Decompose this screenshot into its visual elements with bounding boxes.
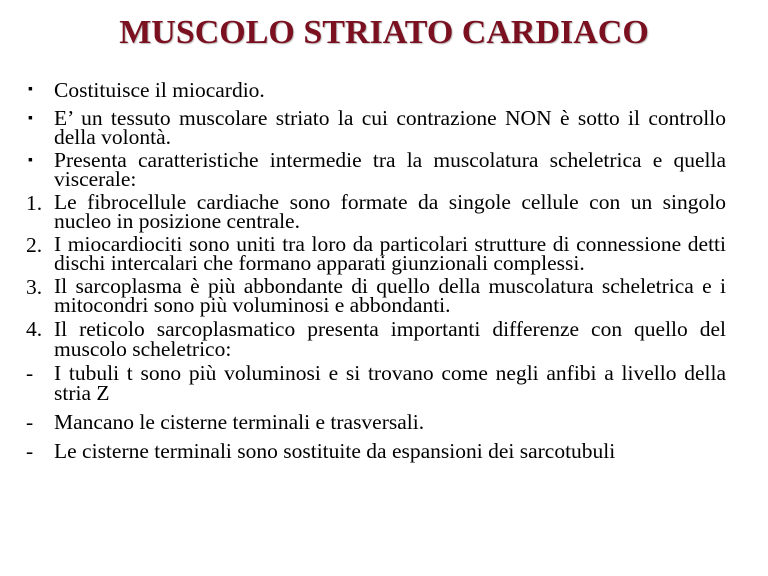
slide-title: MUSCOLO STRIATO CARDIACO: [119, 14, 649, 51]
dash-bullet: -: [26, 439, 34, 463]
dash-bullet: -: [26, 410, 34, 434]
list-item: [26, 190, 726, 233]
list-item-text: Il reticolo sarcoplasmatico presenta importanti differenze con quello del muscolo scheletrico:: [54, 317, 726, 361]
list-item-text: Costituisce il miocardio.: [54, 78, 265, 102]
list-item: [26, 412, 726, 432]
dash-bullet: -: [26, 361, 34, 385]
square-bullet-icon: ▪: [28, 111, 33, 126]
list-number: 1.: [26, 191, 43, 215]
list-item-text: Le fibrocellule cardiache sono formate da singole cellule con un singolo nucleo in posizione centrale.: [54, 190, 726, 233]
square-bullet-icon: ▪: [28, 153, 33, 168]
square-bullet-icon: ▪: [28, 82, 33, 97]
list-number: 4.: [26, 317, 43, 341]
list-item-text: Mancano le cisterne terminali e trasversali.: [54, 410, 425, 434]
list-item-text: Presenta caratteristiche intermedie tra la muscolatura scheletrica e quella viscerale:: [54, 148, 726, 191]
list-item-text: E’ un tessuto muscolare striato la cui contrazione NON è sotto il controllo della volontà.: [54, 106, 726, 149]
list-item: [26, 319, 726, 359]
list-item: [26, 363, 726, 403]
list-item: [26, 106, 726, 149]
list-item: [26, 274, 726, 317]
list-item: [26, 232, 726, 275]
list-item: [26, 441, 726, 461]
list-number: 3.: [26, 275, 43, 299]
list-number: 2.: [26, 233, 43, 257]
list-item: [26, 148, 726, 191]
list-item-text: I miocardiociti sono uniti tra loro da particolari strutture di connessione detti dischi intercalari che formano apparati giunzionali complessi.: [54, 232, 726, 275]
list-item-text: I tubuli t sono più voluminosi e si trovano come negli anfibi a livello della stria Z: [54, 361, 726, 405]
list-item: [26, 80, 726, 100]
list-item-text: Le cisterne terminali sono sostituite da espansioni dei sarcotubuli: [54, 439, 616, 463]
list-item-text: Il sarcoplasma è più abbondante di quello della muscolatura scheletrica e i mitocondri sono più voluminosi e abbondanti.: [54, 274, 726, 317]
slide-body: [26, 80, 726, 465]
